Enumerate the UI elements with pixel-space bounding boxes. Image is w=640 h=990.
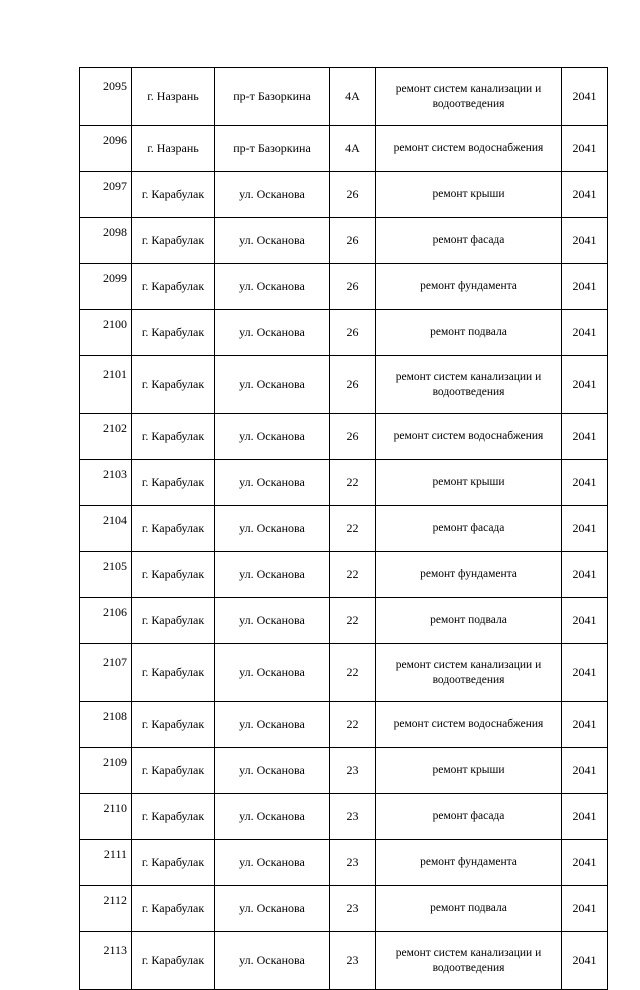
work-type-cell: ремонт фундамента xyxy=(376,264,562,310)
work-type-cell: ремонт систем канализации и водоотведения xyxy=(376,68,562,126)
work-type-cell: ремонт фундамента xyxy=(376,552,562,598)
house-cell: 23 xyxy=(330,932,376,990)
year-cell: 2041 xyxy=(562,218,608,264)
year-cell: 2041 xyxy=(562,598,608,644)
house-cell: 23 xyxy=(330,748,376,794)
work-type-cell: ремонт крыши xyxy=(376,172,562,218)
city-cell: г. Карабулак xyxy=(132,598,215,644)
house-cell: 4А xyxy=(330,126,376,172)
work-type-cell: ремонт подвала xyxy=(376,310,562,356)
city-cell: г. Карабулак xyxy=(132,218,215,264)
city-cell: г. Карабулак xyxy=(132,310,215,356)
table-row xyxy=(80,932,608,990)
table-row xyxy=(80,356,608,414)
year-cell: 2041 xyxy=(562,172,608,218)
table-row xyxy=(80,794,608,840)
year-cell: 2041 xyxy=(562,840,608,886)
work-type-cell: ремонт фасада xyxy=(376,218,562,264)
table-row xyxy=(80,264,608,310)
table-row xyxy=(80,414,608,460)
house-cell: 4А xyxy=(330,68,376,126)
city-cell: г. Карабулак xyxy=(132,840,215,886)
house-cell: 22 xyxy=(330,702,376,748)
street-cell: ул. Осканова xyxy=(215,886,330,932)
house-cell: 23 xyxy=(330,794,376,840)
year-cell: 2041 xyxy=(562,68,608,126)
table-body xyxy=(80,68,608,990)
row-number: 2107 xyxy=(80,644,132,702)
table-row xyxy=(80,310,608,356)
work-type-cell: ремонт фундамента xyxy=(376,840,562,886)
year-cell: 2041 xyxy=(562,748,608,794)
table-row xyxy=(80,172,608,218)
year-cell: 2041 xyxy=(562,794,608,840)
city-cell: г. Карабулак xyxy=(132,886,215,932)
row-number: 2105 xyxy=(80,552,132,598)
row-number: 2098 xyxy=(80,218,132,264)
row-number: 2095 xyxy=(80,68,132,126)
house-cell: 22 xyxy=(330,460,376,506)
table-row xyxy=(80,68,608,126)
row-number: 2112 xyxy=(80,886,132,932)
row-number: 2106 xyxy=(80,598,132,644)
year-cell: 2041 xyxy=(562,932,608,990)
street-cell: ул. Осканова xyxy=(215,356,330,414)
city-cell: г. Карабулак xyxy=(132,794,215,840)
city-cell: г. Карабулак xyxy=(132,702,215,748)
year-cell: 2041 xyxy=(562,886,608,932)
year-cell: 2041 xyxy=(562,506,608,552)
street-cell: ул. Осканова xyxy=(215,264,330,310)
table-row xyxy=(80,126,608,172)
row-number: 2113 xyxy=(80,932,132,990)
work-type-cell: ремонт систем водоснабжения xyxy=(376,126,562,172)
street-cell: ул. Осканова xyxy=(215,218,330,264)
work-type-cell: ремонт подвала xyxy=(376,598,562,644)
row-number: 2100 xyxy=(80,310,132,356)
house-cell: 23 xyxy=(330,840,376,886)
street-cell: ул. Осканова xyxy=(215,414,330,460)
street-cell: ул. Осканова xyxy=(215,598,330,644)
house-cell: 23 xyxy=(330,886,376,932)
row-number: 2101 xyxy=(80,356,132,414)
house-cell: 26 xyxy=(330,310,376,356)
street-cell: ул. Осканова xyxy=(215,552,330,598)
row-number: 2096 xyxy=(80,126,132,172)
street-cell: ул. Осканова xyxy=(215,644,330,702)
table-row xyxy=(80,886,608,932)
work-type-cell: ремонт крыши xyxy=(376,748,562,794)
year-cell: 2041 xyxy=(562,644,608,702)
street-cell: ул. Осканова xyxy=(215,748,330,794)
row-number: 2109 xyxy=(80,748,132,794)
house-cell: 26 xyxy=(330,172,376,218)
year-cell: 2041 xyxy=(562,264,608,310)
street-cell: пр-т Базоркина xyxy=(215,68,330,126)
table-row xyxy=(80,460,608,506)
house-cell: 26 xyxy=(330,264,376,310)
city-cell: г. Карабулак xyxy=(132,748,215,794)
table-row xyxy=(80,552,608,598)
row-number: 2103 xyxy=(80,460,132,506)
table-row xyxy=(80,840,608,886)
table-row xyxy=(80,644,608,702)
year-cell: 2041 xyxy=(562,460,608,506)
row-number: 2108 xyxy=(80,702,132,748)
street-cell: ул. Осканова xyxy=(215,794,330,840)
work-type-cell: ремонт систем канализации и водоотведения xyxy=(376,356,562,414)
city-cell: г. Карабулак xyxy=(132,356,215,414)
row-number: 2102 xyxy=(80,414,132,460)
house-cell: 26 xyxy=(330,356,376,414)
street-cell: пр-т Базоркина xyxy=(215,126,330,172)
table-row xyxy=(80,598,608,644)
table-row xyxy=(80,506,608,552)
street-cell: ул. Осканова xyxy=(215,840,330,886)
city-cell: г. Карабулак xyxy=(132,414,215,460)
street-cell: ул. Осканова xyxy=(215,506,330,552)
work-type-cell: ремонт подвала xyxy=(376,886,562,932)
house-cell: 22 xyxy=(330,552,376,598)
year-cell: 2041 xyxy=(562,414,608,460)
city-cell: г. Карабулак xyxy=(132,264,215,310)
row-number: 2111 xyxy=(80,840,132,886)
house-cell: 26 xyxy=(330,218,376,264)
house-cell: 26 xyxy=(330,414,376,460)
work-type-cell: ремонт систем канализации и водоотведения xyxy=(376,644,562,702)
street-cell: ул. Осканова xyxy=(215,172,330,218)
city-cell: г. Карабулак xyxy=(132,644,215,702)
year-cell: 2041 xyxy=(562,126,608,172)
house-cell: 22 xyxy=(330,598,376,644)
work-type-cell: ремонт фасада xyxy=(376,506,562,552)
year-cell: 2041 xyxy=(562,310,608,356)
table-row xyxy=(80,748,608,794)
city-cell: г. Карабулак xyxy=(132,932,215,990)
table-row xyxy=(80,218,608,264)
work-type-cell: ремонт систем водоснабжения xyxy=(376,414,562,460)
work-type-cell: ремонт крыши xyxy=(376,460,562,506)
work-type-cell: ремонт фасада xyxy=(376,794,562,840)
city-cell: г. Карабулак xyxy=(132,460,215,506)
city-cell: г. Карабулак xyxy=(132,552,215,598)
year-cell: 2041 xyxy=(562,552,608,598)
city-cell: г. Карабулак xyxy=(132,506,215,552)
table-row xyxy=(80,702,608,748)
street-cell: ул. Осканова xyxy=(215,932,330,990)
work-type-cell: ремонт систем водоснабжения xyxy=(376,702,562,748)
street-cell: ул. Осканова xyxy=(215,460,330,506)
city-cell: г. Назрань xyxy=(132,68,215,126)
year-cell: 2041 xyxy=(562,702,608,748)
street-cell: ул. Осканова xyxy=(215,702,330,748)
city-cell: г. Назрань xyxy=(132,126,215,172)
house-cell: 22 xyxy=(330,644,376,702)
city-cell: г. Карабулак xyxy=(132,172,215,218)
row-number: 2104 xyxy=(80,506,132,552)
row-number: 2110 xyxy=(80,794,132,840)
work-type-cell: ремонт систем канализации и водоотведения xyxy=(376,932,562,990)
house-cell: 22 xyxy=(330,506,376,552)
row-number: 2099 xyxy=(80,264,132,310)
repair-schedule-table xyxy=(79,67,608,990)
street-cell: ул. Осканова xyxy=(215,310,330,356)
year-cell: 2041 xyxy=(562,356,608,414)
row-number: 2097 xyxy=(80,172,132,218)
